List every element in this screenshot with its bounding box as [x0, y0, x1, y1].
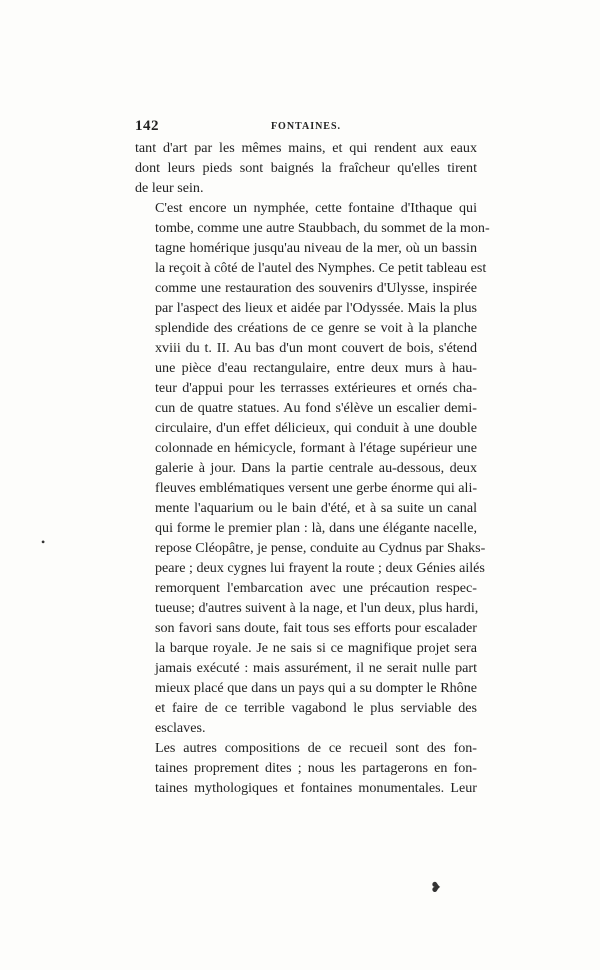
- text-line: tueuse; d'autres suivent à la nage, et l'un deux, plus hardi,: [155, 600, 479, 616]
- text-line: une pièce d'eau rectangulaire, entre deux murs à hau-: [155, 360, 477, 376]
- printer-ornament: ❥: [430, 881, 442, 896]
- text-line: tant d'art par les mêmes mains, et qui rendent aux eaux: [135, 140, 477, 156]
- text-line: dont leurs pieds sont baignés la fraîcheur qu'elles tirent: [135, 160, 477, 176]
- text-line: tombe, comme une autre Staubbach, du sommet de la mon-: [155, 220, 490, 236]
- text-line: mente l'aquarium ou le bain d'été, et à sa suite un canal: [155, 500, 477, 516]
- text-line: fleuves emblématiques versent une gerbe énorme qui ali-: [155, 480, 478, 496]
- text-line: esclaves.: [155, 720, 206, 736]
- text-line: cun de quatre statues. Au fond s'élève un escalier demi-: [155, 400, 477, 416]
- paragraph: [135, 138, 477, 198]
- text-line: peare ; deux cygnes lui frayent la route ; deux Génies ailés: [155, 560, 485, 576]
- paragraph: [135, 738, 477, 798]
- text-line: tagne homérique jusqu'au niveau de la mer, où un bassin: [155, 240, 477, 256]
- text-line: C'est encore un nymphée, cette fontaine d'Ithaque qui: [155, 200, 477, 216]
- paragraph: [135, 198, 490, 738]
- text-line: splendide des créations de ce genre se voit à la planche: [155, 320, 477, 336]
- text-line: qui forme le premier plan : là, dans une élégante nacelle,: [155, 520, 477, 536]
- text-line: comme une restauration des souvenirs d'Ulysse, inspirée: [155, 280, 477, 296]
- page-header: [135, 118, 477, 138]
- text-line: Les autres compositions de ce recueil sont des fon-: [155, 740, 477, 756]
- text-line: taines mythologiques et fontaines monumentales. Leur: [155, 780, 477, 796]
- text-line: remorquent l'embarcation avec une précaution respec-: [155, 580, 477, 596]
- text-line: colonnade en hémicycle, formant à l'étage supérieur une: [155, 440, 477, 456]
- text-line: mieux placé que dans un pays qui a su dompter le Rhône: [155, 680, 477, 696]
- running-head: FONTAINES.: [270, 121, 342, 132]
- text-line: galerie à jour. Dans la partie centrale au-dessous, deux: [155, 460, 477, 476]
- text-line: la reçoit à côté de l'autel des Nymphes. Ce petit tableau est: [155, 260, 487, 276]
- text-line: et faire de ce terrible vagabond le plus serviable des: [155, 700, 477, 716]
- page-number: 142: [135, 118, 159, 134]
- text-line: teur d'appui pour les terrasses extérieures et ornés cha-: [155, 380, 477, 396]
- text-line: jamais exécuté : mais assurément, il ne serait nulle part: [155, 660, 477, 676]
- text-line: par l'aspect des lieux et aidée par l'Odyssée. Mais la plus: [155, 300, 477, 316]
- text-line: xviii du t. II. Au bas d'un mont couvert de bois, s'étend: [155, 340, 477, 356]
- text-line: son favori sans doute, fait tous ses efforts pour escalader: [155, 620, 477, 636]
- text-line: taines proprement dites ; nous les partagerons en fon-: [155, 760, 477, 776]
- text-line: repose Cléopâtre, je pense, conduite au Cydnus par Shaks-: [155, 540, 486, 556]
- margin-dot: •: [41, 535, 46, 549]
- body-text: [135, 138, 490, 798]
- text-line: la barque royale. Je ne sais si ce magnifique projet sera: [155, 640, 477, 656]
- text-line: circulaire, d'un effet délicieux, qui conduit à une double: [155, 420, 477, 436]
- text-line: de leur sein.: [135, 180, 204, 196]
